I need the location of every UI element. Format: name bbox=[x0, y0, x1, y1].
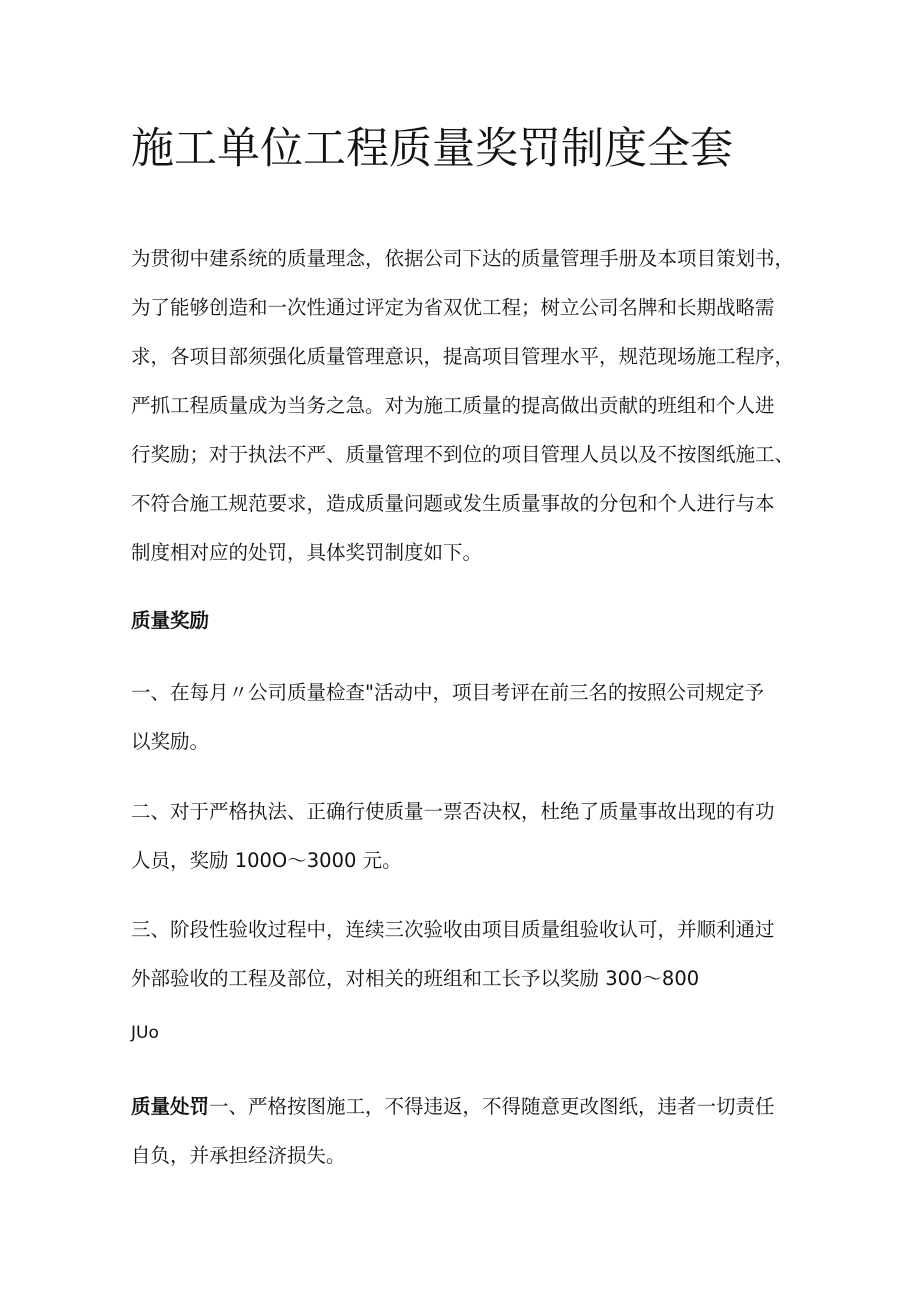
penalty-paragraph bbox=[131, 1082, 801, 1180]
reward-item-line: 人员，奖励 100O～3000 元。 bbox=[131, 849, 402, 872]
intro-line: 求，各项目部须强化质量管理意识，提高项目管理水平，规范现场施工程序， bbox=[131, 345, 795, 368]
document-title: 施工单位工程质量奖罚制度全套 bbox=[131, 124, 733, 174]
penalty-line-1 bbox=[131, 1082, 801, 1131]
intro-line: 行奖励；对于执法不严、质量管理不到位的项目管理人员以及不按图纸施工、 bbox=[131, 443, 795, 466]
intro-line: 不符合施工规范要求，造成质量问题或发生质量事故的分包和个人进行与本 bbox=[131, 492, 775, 515]
reward-heading: 质量奖励 bbox=[131, 609, 210, 632]
penalty-item-1-text: 一、严格按图施工，不得违返，不得随意更改图纸，违者一切责任 bbox=[209, 1095, 775, 1118]
stray-text: JUo bbox=[131, 1023, 159, 1043]
reward-item-line: 外部验收的工程及部位，对相关的班组和工长予以奖励 300～800 bbox=[131, 967, 700, 990]
reward-item-1 bbox=[131, 668, 801, 766]
intro-line: 制度相对应的处罚，具体奖罚制度如下。 bbox=[131, 541, 483, 564]
intro-paragraph bbox=[131, 234, 801, 577]
penalty-line-2: 自负，并承担经济损失。 bbox=[131, 1144, 346, 1167]
reward-item-line: 以奖励。 bbox=[131, 730, 210, 753]
penalty-heading: 质量处罚 bbox=[131, 1095, 210, 1118]
intro-line: 为贯彻中建系统的质量理念，依据公司下达的质量管理手册及本项目策划书， bbox=[131, 247, 795, 270]
reward-item-line: 一、在每月〃公司质量检查"活动中，项目考评在前三名的按照公司规定予 bbox=[131, 681, 764, 704]
intro-line: 严抓工程质量成为当务之急。对为施工质量的提高做出贡献的班组和个人进 bbox=[131, 394, 775, 417]
reward-item-2 bbox=[131, 787, 801, 885]
reward-item-line: 三、阶段性验收过程中，连续三次验收由项目质量组验收认可，并顺利通过 bbox=[131, 918, 775, 941]
reward-item-3 bbox=[131, 905, 801, 1003]
reward-item-line: 二、对于严格执法、正确行使质量一票否决权，杜绝了质量事故出现的有功 bbox=[131, 800, 775, 823]
intro-line: 为了能够创造和一次性通过评定为省双优工程；树立公司名牌和长期战略需 bbox=[131, 296, 775, 319]
